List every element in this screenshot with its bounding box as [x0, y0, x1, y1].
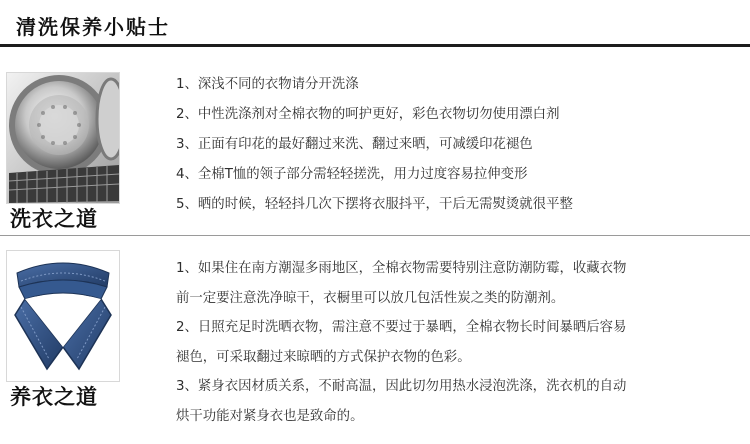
- wash-tip-5: 5、晒的时候，轻轻抖几次下摆将衣服抖平，干后无需熨烫就很平整: [176, 197, 573, 212]
- header: [0, 0, 750, 46]
- washing-machine-image: [6, 72, 120, 204]
- wash-section-label: 洗衣之道: [10, 207, 98, 231]
- care-section: [0, 238, 750, 438]
- collar-image: [6, 250, 120, 382]
- care-tip-line-5: 3、紧身衣因材质关系，不耐高温，因此切勿用热水浸泡洗涤，洗衣机的自动: [176, 379, 627, 394]
- wash-tip-1: 1、深浅不同的衣物请分开洗涤: [176, 77, 359, 92]
- care-tip-line-1: 1、如果住在南方潮湿多雨地区，全棉衣物需要特别注意防潮防霉，收藏衣物: [176, 261, 627, 276]
- wash-tips-list: [176, 75, 726, 225]
- wash-tip-4: 4、全棉T恤的领子部分需轻轻搓洗，用力过度容易拉伸变形: [176, 167, 528, 182]
- care-tip-line-4: 褪色，可采取翻过来晾晒的方式保护衣物的色彩。: [176, 349, 471, 365]
- care-tips-text: [176, 259, 726, 436]
- care-section-label: 养衣之道: [10, 385, 98, 409]
- header-rule: [0, 44, 750, 47]
- care-tip-line-2: 前一定要注意洗净晾干，衣橱里可以放几包活性炭之类的防潮剂。: [176, 290, 565, 306]
- care-tip-line-3: 2、日照充足时洗晒衣物，需注意不要过于暴晒，全棉衣物长时间暴晒后容易: [176, 320, 627, 335]
- page-title: 清洗保养小贴士: [16, 15, 170, 39]
- washing-machine-drum-icon: [7, 73, 119, 203]
- care-tip-line-6: 烘干功能对紧身衣也是致命的。: [176, 408, 364, 424]
- wash-section: [0, 62, 750, 232]
- wash-tip-3: 3、正面有印花的最好翻过来洗、翻过来晒，可减缓印花褪色: [176, 137, 533, 152]
- denim-collar-icon: [7, 251, 119, 381]
- wash-tip-2: 2、中性洗涤剂对全棉衣物的呵护更好，彩色衣物切勿使用漂白剂: [176, 107, 560, 122]
- section-divider: [0, 235, 750, 236]
